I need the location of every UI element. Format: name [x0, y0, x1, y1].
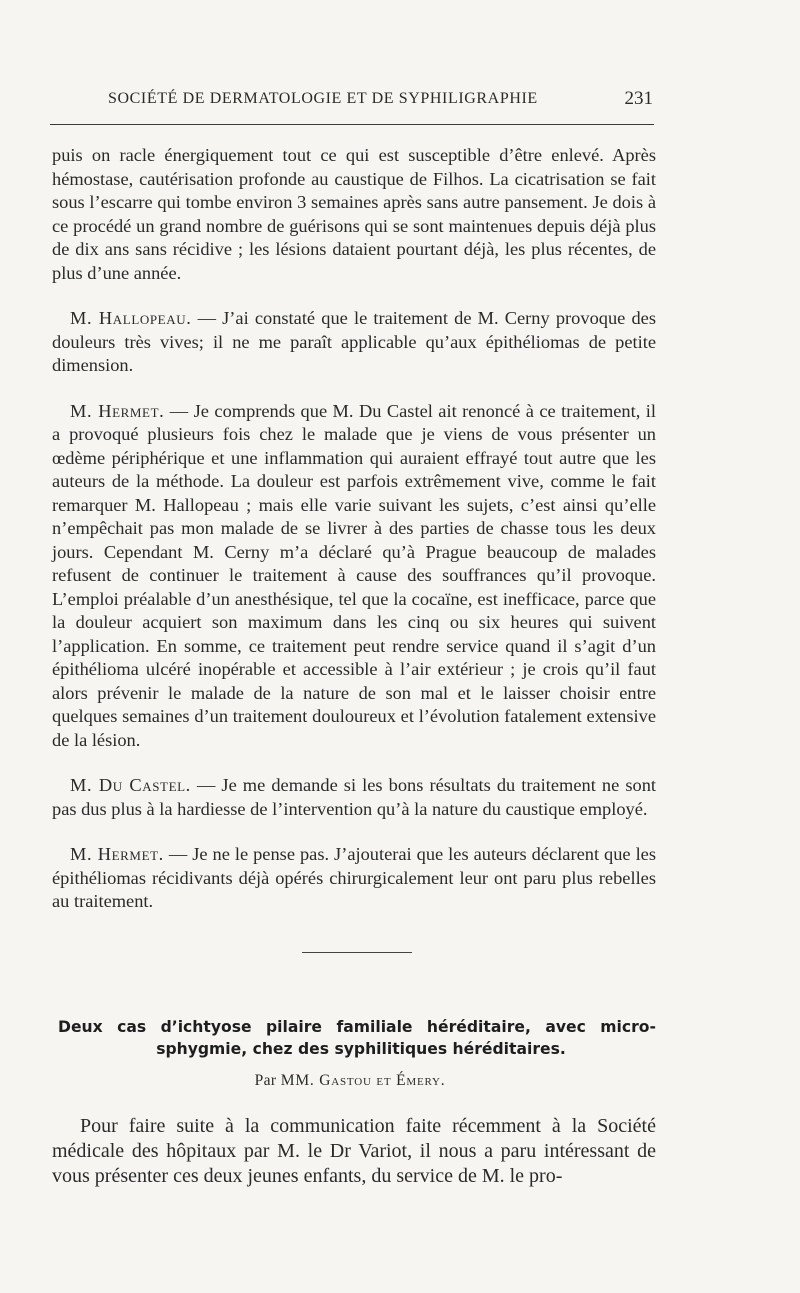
- paragraph-text: puis on racle énergiquement tout ce qui est susceptible d’être enlevé. Après hémostase, cautérisation profonde au caustique de Filhos. La cicatrisation se fait sous l’escarre qui tombe environ 3 semaines après sans autre pansement. Je dois à ce procédé un grand nombre de guérisons qui se sont maintenues depuis déjà plus de dix ans sans récidive ; les lésions dataient pourtant déjà, les plus récentes, de plus d’une année.: [52, 145, 656, 283]
- body-text: [52, 144, 656, 914]
- paragraph-du-castel: [52, 774, 656, 821]
- speaker-name: M. Du Castel.: [70, 775, 191, 795]
- header-rule: [50, 124, 654, 125]
- section-separator: [302, 952, 412, 953]
- paragraph-text: — Je me demande si les bons résultats du traitement ne sont pas dus plus à la hardiesse de l’intervention qu’à la nature du caustique employé.: [52, 775, 656, 819]
- paragraph-text: — Je comprends que M. Du Castel ait renoncé à ce traitement, il a provoqué plusieurs fois chez le malade que je viens de vous présenter un œdème périphérique et une inflammation qui auraient effrayé tout autre que les auteurs de la méthode. La douleur est parfois extrêmement vive, comme le fait remarquer M. Hallopeau ; mais elle varie suivant les sujets, c’est ainsi qu’elle n’empêchait pas mon malade de se livrer à des parties de chasse tous les deux jours. Cependant M. Cerny m’a déclaré qu’à Prague beaucoup de malades refusent de continuer le traitement à cause des souffrances qu’il provoque. L’emploi préalable d’un anesthésique, tel que la cocaïne, est inefficace, parce que la douleur acquiert son maximum dans les cinq ou six heures qui suivent l’application. En somme, ce traitement peut rendre service quand il s’agit d’un épithélioma ulcéré inopérable et accessible à l’air extérieur ; je crois qu’il faut alors prévenir le malade de la nature de son mal et le laisser choisir entre quelques semaines d’un traitement douloureux et l’évolution fatalement extensive de la lésion.: [52, 400, 656, 750]
- article-title: [58, 1016, 656, 1060]
- article-byline: [0, 1072, 700, 1090]
- article-title-line-2: sphygmie, chez des syphilitiques héréditaires.: [156, 1040, 566, 1058]
- paragraph-text: Pour faire suite à la communication faite récemment à la Société médicale des hôpitaux par M. le Dr Variot, il nous a paru intéressant de vous présenter ces deux jeunes enfants, du service de M. le pro-: [52, 1115, 656, 1187]
- page-number: 231: [624, 88, 653, 109]
- paragraph-text: — Je ne le pense pas. J’ajouterai que les auteurs déclarent que les épithéliomas récidivants déjà opérés chirurgicalement leur ont paru plus rebelles au traitement.: [52, 844, 656, 911]
- paragraph-hermet-1: [52, 400, 656, 753]
- article-lead-paragraph: [52, 1114, 656, 1189]
- running-header-title: SOCIÉTÉ DE DERMATOLOGIE ET DE SYPHILIGRAPHIE: [108, 90, 538, 107]
- paragraph-text: — J’ai constaté que le traitement de M. Cerny provoque des douleurs très vives; il ne me paraît applicable qu’aux épithéliomas de petite dimension.: [52, 308, 656, 375]
- speaker-name: M. Hermet.: [70, 400, 165, 421]
- speaker-name: M. Hallopeau.: [70, 308, 192, 328]
- article-title-line-1: Deux cas d’ichtyose pilaire familiale héréditaire, avec micro-: [58, 1018, 656, 1036]
- speaker-name: M. Hermet.: [70, 844, 164, 864]
- byline-authors: MM. Gastou et Émery.: [280, 1072, 446, 1089]
- paragraph-continuation: [52, 144, 656, 285]
- byline-prefix: Par: [254, 1072, 277, 1089]
- paragraph-hermet-2: [52, 843, 656, 914]
- paragraph-hallopeau: [52, 307, 656, 378]
